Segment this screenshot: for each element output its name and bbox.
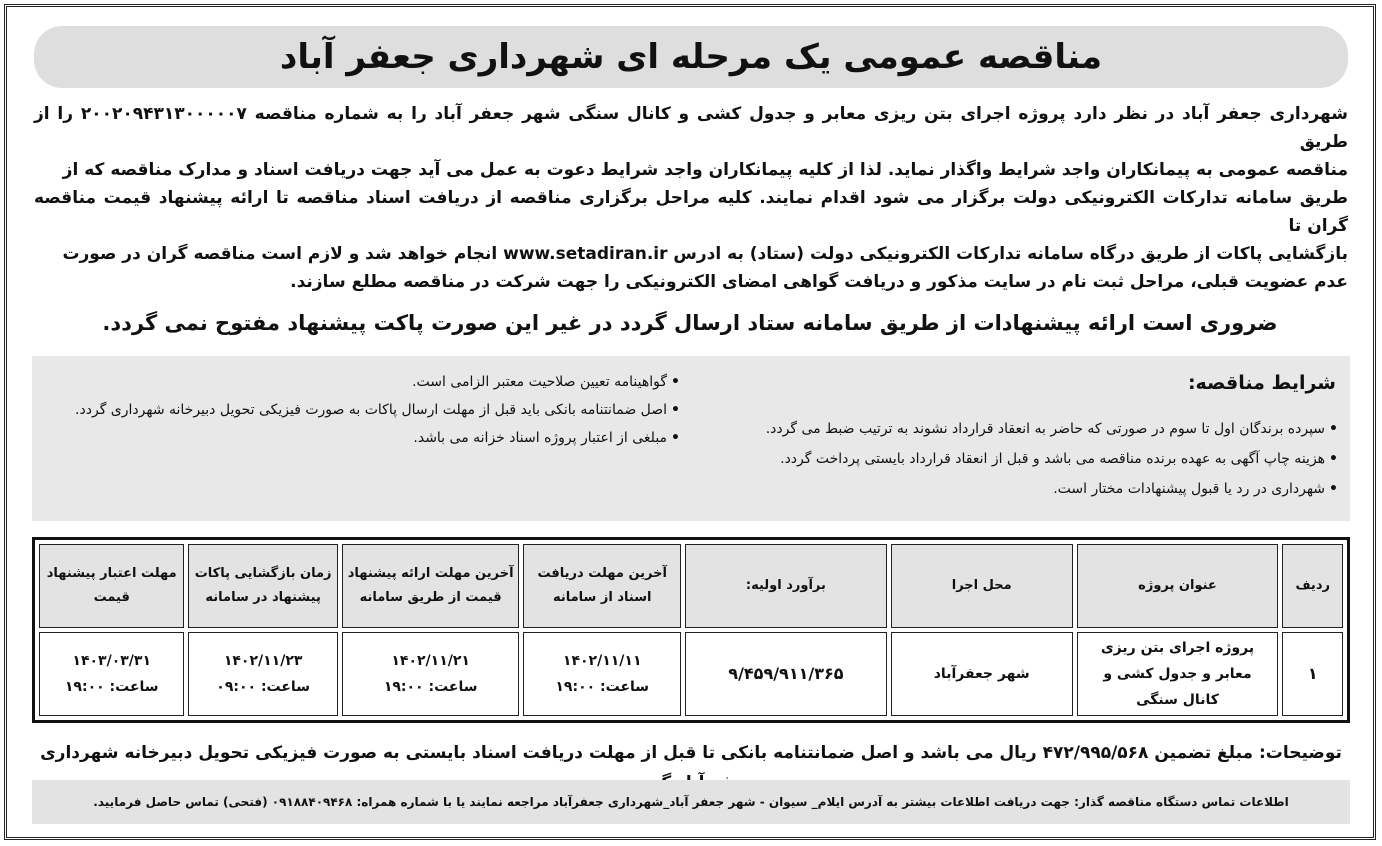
- tender-table: [32, 537, 1350, 723]
- condition-item: [698, 444, 1338, 474]
- condition-item: [40, 424, 680, 452]
- notes-text: توضیحات: مبلغ تضمین ۴۷۲/۹۹۵/۵۶۸ ریال می باشد و اصل ضمانتنامه بانکی تا قبل از مهلت دریافت اسناد بایستی به صورت فیزیکی تحویل دبیرخانه شهرداری: [40, 743, 1342, 763]
- header-row-number: ردیف: [1282, 544, 1343, 628]
- header-offer-deadline: آخرین مهلت ارائه پیشنهاد قیمت از طریق سامانه: [342, 544, 520, 628]
- cell-offer-deadline: [342, 632, 520, 716]
- cell-docs-deadline: [523, 632, 680, 716]
- intro-line: بازگشایی پاکات از طریق درگاه سامانه تدارکات الکترونیکی دولت (ستاد) به ادرس www.setadiran.ir انجام خواهد شد و لازم است مناقصه گران در صورت: [62, 244, 1348, 264]
- bullet-icon: •: [1329, 451, 1338, 467]
- warning-text: ضروری است ارائه پیشنهادات از طریق سامانه ستاد ارسال گردد در غیر این صورت پاکت پیشنهاد مفتوح نمی گردد.: [102, 311, 1278, 335]
- header-project: عنوان پروژه: [1077, 544, 1279, 628]
- header-docs-deadline: آخرین مهلت دریافت اسناد از سامانه: [523, 544, 680, 628]
- cell-validity: [39, 632, 184, 716]
- condition-item: [40, 396, 680, 424]
- conditions-title: شرایط مناقصه:: [1187, 372, 1336, 394]
- intro-line: مناقصه عمومی به پیمانکاران واجد شرایط واگذار نماید. لذا از کلیه پیمانکاران واجد شرایط دعوت به عمل می آید جهت دریافت اسناد و مدارک مناقصه که از: [62, 160, 1348, 180]
- intro-line: طریق سامانه تدارکات الکترونیکی دولت برگزار می شود اقدام نمایند. کلیه مراحل برگزاری مناقصه از دریافت اسناد مناقصه تا ارائه پیشنهاد قیمت مناقصه گران تا: [34, 188, 1348, 236]
- docs-date: ۱۴۰۲/۱۱/۱۱: [562, 653, 642, 669]
- intro-text: [34, 100, 1348, 296]
- validity-date: ۱۴۰۳/۰۳/۳۱: [72, 653, 152, 669]
- header-opening: زمان بازگشایی پاکات پیشنهاد در سامانه: [188, 544, 337, 628]
- header-location: محل اجرا: [891, 544, 1073, 628]
- page-title: مناقصه عمومی یک مرحله ای شهرداری جعفر آباد: [279, 37, 1103, 77]
- cell-project: پروژه اجرای بتن ریزی معابر و جدول کشی و کانال سنگی: [1077, 632, 1279, 716]
- cell-estimate: ۹/۴۵۹/۹۱۱/۳۶۵: [685, 632, 887, 716]
- condition-item: [698, 474, 1338, 504]
- condition-item: [698, 414, 1338, 444]
- condition-text: سپرده برندگان اول تا سوم در صورتی که حاضر به انعقاد قرارداد نشوند به ترتیب ضبط می گردد.: [765, 421, 1326, 437]
- cell-opening: [188, 632, 337, 716]
- conditions-left-list: [40, 368, 680, 452]
- header-validity: مهلت اعتبار پیشنهاد قیمت: [39, 544, 184, 628]
- bullet-icon: •: [1329, 421, 1338, 437]
- cell-row-number: ۱: [1282, 632, 1343, 716]
- validity-time: ساعت: ۱۹:۰۰: [64, 679, 159, 695]
- intro-line: عدم عضویت قبلی، مراحل ثبت نام در سایت مذکور و دریافت گواهی امضای الکترونیکی را جهت شرکت در مناقصه مطلع سازند.: [290, 272, 1348, 292]
- opening-time: ساعت: ۰۹:۰۰: [216, 679, 310, 695]
- opening-date: ۱۴۰۲/۱۱/۲۳: [223, 653, 303, 669]
- offer-time: ساعت: ۱۹:۰۰: [383, 679, 478, 695]
- bullet-icon: •: [1329, 481, 1338, 497]
- condition-text: گواهینامه تعیین صلاحیت معتبر الزامی است.: [412, 374, 668, 390]
- condition-text: اصل ضمانتنامه بانکی باید قبل از مهلت ارسال پاکات به صورت فیزیکی تحویل دبیرخانه شهرداری گردد.: [75, 402, 668, 418]
- offer-date: ۱۴۰۲/۱۱/۲۱: [391, 653, 470, 669]
- title-banner: [34, 26, 1348, 88]
- conditions-box: [32, 356, 1350, 521]
- conditions-right-list: [698, 414, 1338, 504]
- condition-text: مبلغی از اعتبار پروژه اسناد خزانه می باشد.: [413, 430, 668, 446]
- condition-item: [40, 368, 680, 396]
- bullet-icon: •: [671, 430, 680, 446]
- table-row: [39, 632, 1343, 716]
- bullet-icon: •: [671, 374, 680, 390]
- docs-time: ساعت: ۱۹:۰۰: [555, 679, 650, 695]
- bullet-icon: •: [671, 402, 680, 418]
- header-estimate: برآورد اولیه:: [685, 544, 887, 628]
- contact-text: اطلاعات تماس دستگاه مناقصه گذار: جهت دریافت اطلاعات بیشتر به آدرس ایلام_ سیوان - شهر جعفر آباد_شهرداری جعفرآباد مراجعه نمایند یا با شماره همراه: ۰۹۱۸۸۴۰۹۴۶۸ (فتحی) تماس حاصل فرمایید.: [93, 795, 1289, 809]
- condition-text: شهرداری در رد یا قبول پیشنهادات مختار است.: [1053, 481, 1326, 497]
- cell-location: شهر جعفرآباد: [891, 632, 1073, 716]
- intro-line: شهرداری جعفر آباد در نظر دارد پروژه اجرای بتن ریزی معابر و جدول کشی و کانال سنگی شهر جعفر آباد را به شماره مناقصه ۲۰۰۲۰۹۴۳۱۳۰۰۰۰۰۷ را از طریق: [34, 104, 1348, 152]
- condition-text: هزینه چاپ آگهی به عهده برنده مناقصه می باشد و قبل از انعقاد قرارداد بایستی پرداخت گردد.: [780, 451, 1326, 467]
- contact-bar: [32, 780, 1350, 824]
- table-header-row: [39, 544, 1343, 628]
